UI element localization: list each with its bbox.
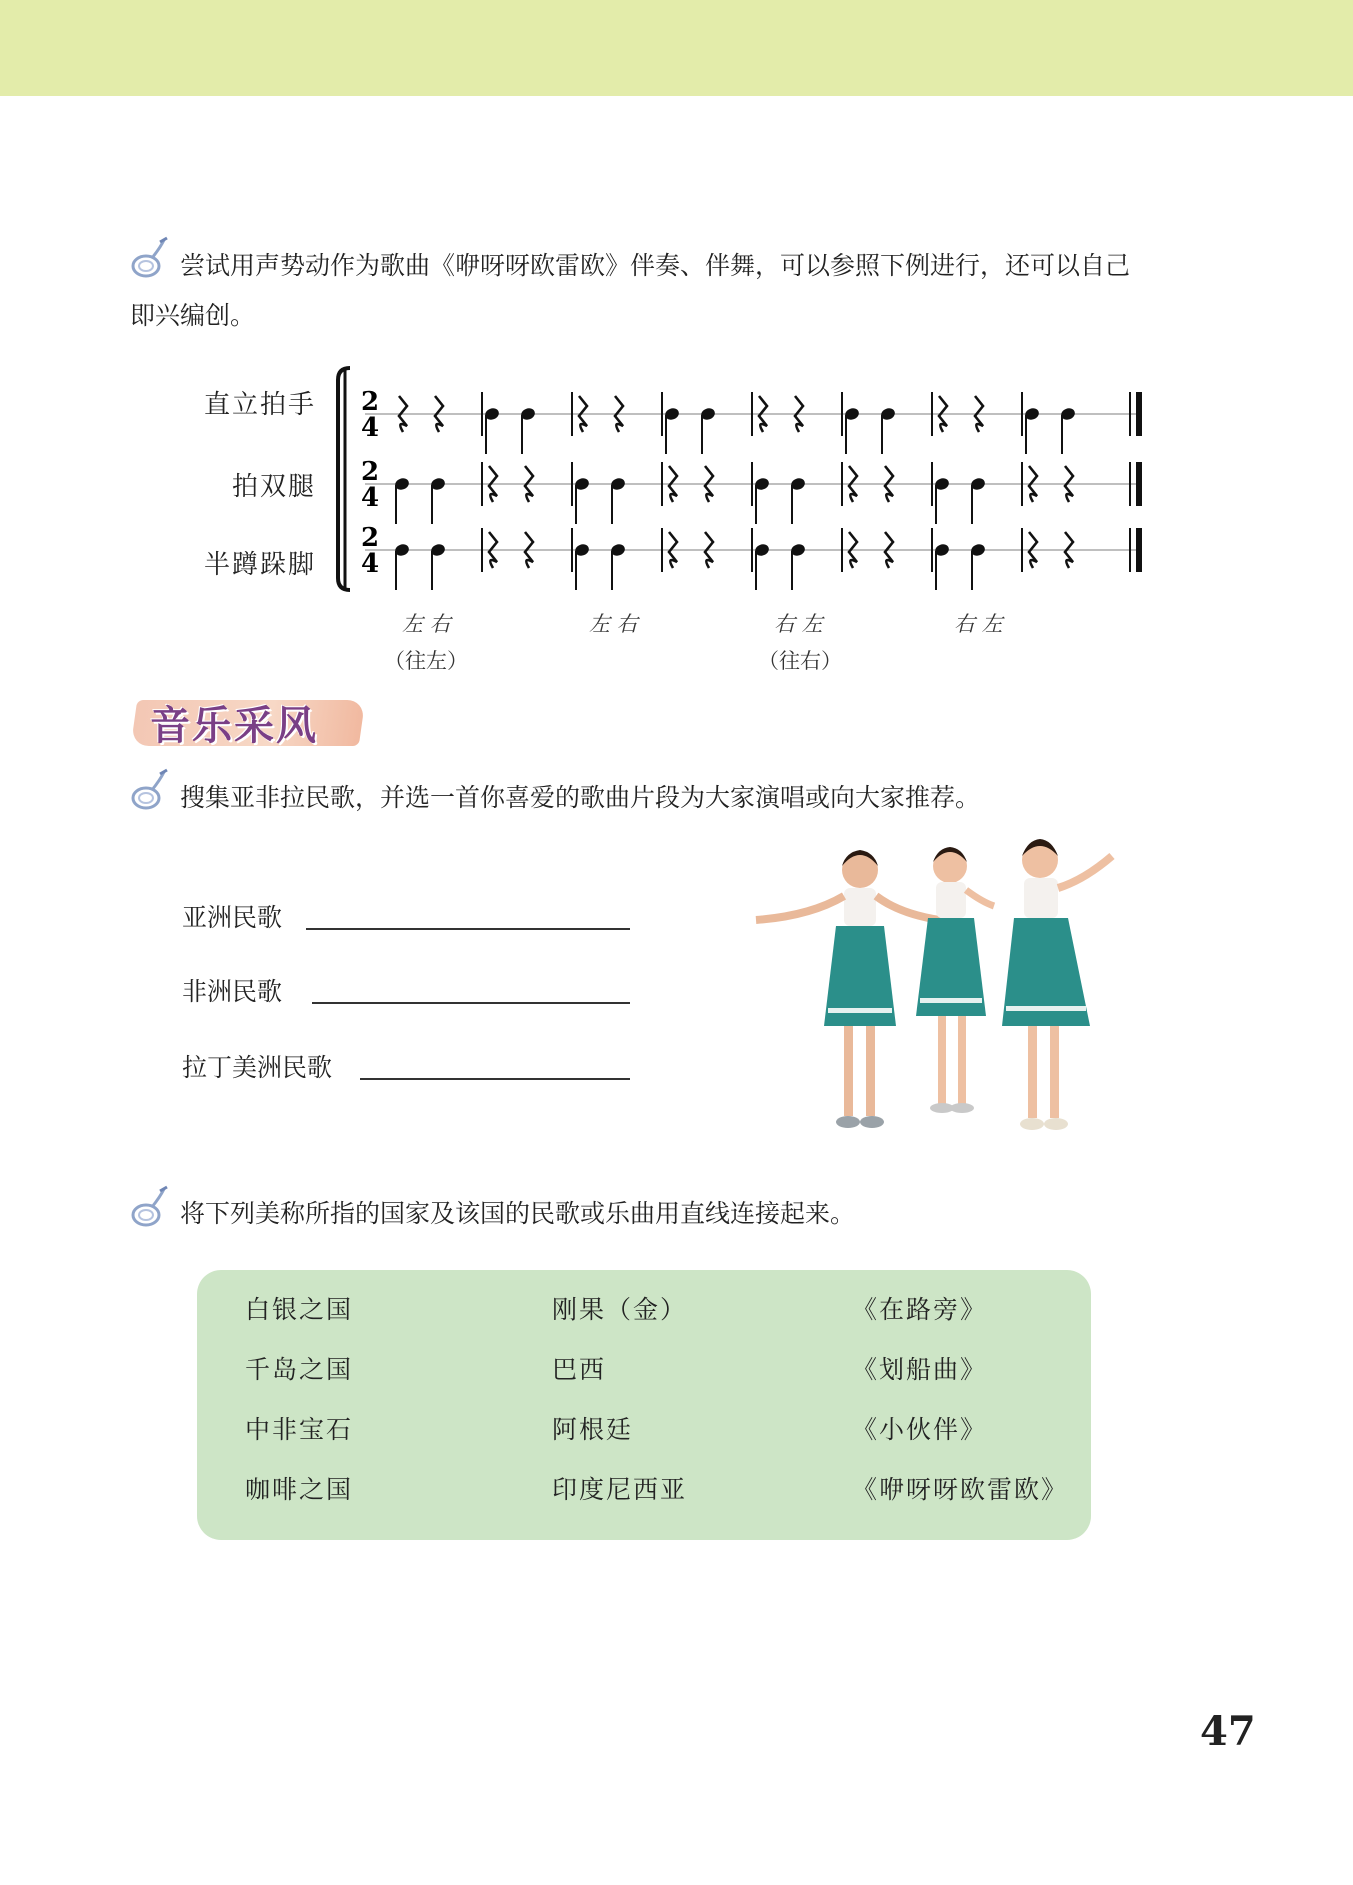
nickname-1: 白银之国 [245, 1295, 354, 1324]
nickname-2: 千岛之国 [245, 1355, 354, 1384]
three-girls-photo [750, 836, 1130, 1156]
genre-asia-blank[interactable] [306, 928, 630, 930]
song-3: 《小伙伴》 [852, 1415, 988, 1444]
direction-label-1: （往左） [384, 649, 468, 673]
time-sig-top: 2 [360, 387, 380, 417]
top-color-band [0, 0, 1353, 96]
page-number: 47 [1200, 1708, 1256, 1755]
time-sig-top: 2 [360, 457, 380, 487]
nickname-4: 咖啡之国 [245, 1475, 354, 1504]
horn-icon [130, 768, 170, 812]
song-1: 《在路旁》 [852, 1295, 988, 1324]
direction-label-3: （往右） [758, 649, 842, 673]
rhythm-score [330, 360, 1150, 600]
song-4: 《咿呀呀欧雷欧》 [852, 1475, 1069, 1504]
part-label-2: 拍双腿 [232, 472, 317, 502]
genre-latin-label: 拉丁美洲民歌 [182, 1053, 333, 1082]
part-label-3: 半蹲跺脚 [204, 550, 317, 580]
instruction-2: 搜集亚非拉民歌，并选一首你喜爱的歌曲片段为大家演唱或向大家推荐。 [180, 783, 981, 812]
genre-latin-blank[interactable] [360, 1078, 630, 1080]
country-4: 印度尼西亚 [552, 1475, 688, 1504]
instruction-1 [180, 242, 1240, 290]
section-title-text: 音乐采风 [150, 702, 318, 749]
foot-label-1: 左 右 [402, 612, 451, 636]
time-sig-bottom: 4 [360, 413, 380, 443]
final-bar-thick [1136, 528, 1142, 572]
foot-label-3: 右 左 [774, 612, 823, 636]
matching-exercise-box [197, 1270, 1091, 1540]
instruction-3: 将下列美称所指的国家及该国的民歌或乐曲用直线连接起来。 [180, 1199, 856, 1228]
genre-asia-label: 亚洲民歌 [182, 903, 283, 932]
final-bar-thick [1136, 392, 1142, 436]
genre-africa-label: 非洲民歌 [182, 977, 283, 1006]
foot-label-2: 左 右 [589, 612, 638, 636]
country-3: 阿根廷 [552, 1415, 634, 1444]
country-2: 巴西 [552, 1355, 607, 1384]
time-sig-bottom: 4 [360, 483, 380, 513]
section-title [134, 694, 364, 752]
genre-africa-blank[interactable] [312, 1002, 630, 1004]
instruction-1-cont [130, 292, 255, 340]
song-2: 《划船曲》 [852, 1355, 988, 1384]
horn-icon [130, 1185, 170, 1229]
final-bar-thick [1136, 462, 1142, 506]
foot-label-4: 右 左 [954, 612, 1003, 636]
nickname-3: 中非宝石 [245, 1415, 354, 1444]
instruction-1-line1: 尝试用声势动作为歌曲《咿呀呀欧雷欧》伴奏、伴舞，可以参照下例进行，还可以自己 [180, 251, 1131, 280]
country-1: 刚果（金） [552, 1295, 688, 1324]
instruction-1-line2: 即兴编创。 [130, 301, 256, 330]
horn-icon [130, 236, 170, 280]
time-sig-top: 2 [360, 523, 380, 553]
time-sig-bottom: 4 [360, 549, 380, 579]
part-label-1: 直立拍手 [204, 390, 317, 420]
